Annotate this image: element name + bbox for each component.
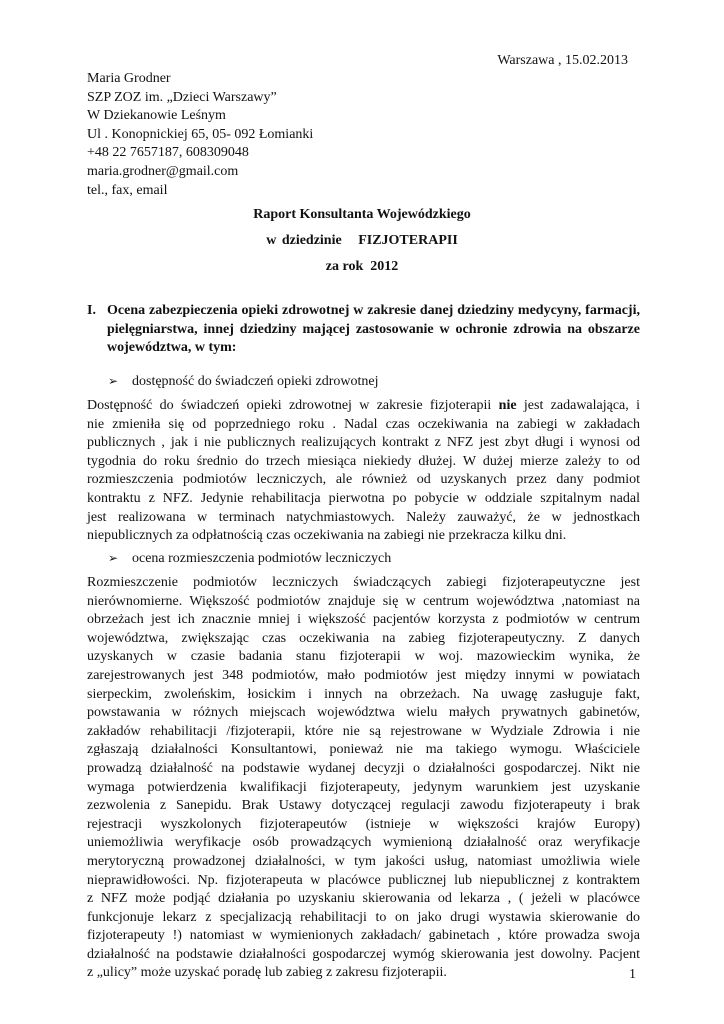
text-line: uzyskanych w czasie badania stanu fizjoterapii w woj. mazowieckim wynika, że — [87, 649, 640, 665]
report-title-block — [0, 206, 724, 284]
text-line: Rozmieszczenie podmiotów leczniczych świadczących zabiegi fizjoterapeutyczne jest — [87, 575, 640, 590]
section-heading-text: Ocena zabezpieczenia opieki zdrowotnej w zakresie danej dziedziny medycyny, farmacji, pielęgniarstwa, innej dziedziny mającej zastosowanie w ochronie zdrowia na obszarze województwa, w tym: — [107, 303, 640, 356]
sender-institution: SZP ZOZ im. „Dzieci Warszawy” — [87, 89, 277, 105]
sender-address-block — [87, 70, 313, 200]
paragraph-distribution — [87, 574, 640, 983]
text-line: zakładów rehabilitacji /fizjoterapii, które nie są rejestrowane w Wydziale Zdrowia i nie — [87, 723, 640, 739]
text-line: tygodnia do roku średnio do trzech miesiąca niekiedy dłużej. W dużej mierze zależy to od — [87, 453, 640, 469]
bullet-item — [108, 549, 391, 569]
text-line: niepublicznych za odpłatnością czas oczekiwania na zabiegi nie przekracza kilku dni. — [87, 528, 567, 544]
text-line: publicznych , jak i nie publicznych realizujących kontrakt z NFZ jest zbyt długi i wynosi od — [87, 435, 640, 451]
text-line: rejestracji wyszkolonych fizjoterapeutów (istnieje w większości krajów Europy) — [87, 816, 640, 832]
sender-email: maria.grodner@gmail.com — [87, 163, 239, 179]
bullet-text: dostępność do świadczeń opieki zdrowotnej — [132, 374, 379, 389]
sender-street: Ul . Konopnickiej 65, 05- 092 Łomianki — [87, 126, 314, 142]
text-line: nierównomierne. Większość podmiotów znajduje się w centrum województwa ,natomiast na — [87, 593, 640, 609]
text-line: z NFZ może podjąć działania po uzyskaniu skierowania od lekarza , ( jeżeli w placówce — [87, 891, 640, 907]
sender-contact-label: tel., fax, email — [87, 182, 168, 198]
text-line: funkcjonuje lekarz z specjalizacją rehabilitacji to on jako drugi wystawia skierowanie do — [87, 909, 640, 925]
report-field: w dziedzinie FIZJOTERAPII — [266, 233, 458, 248]
text-line: województwa, zwiększając czas oczekiwania na zabieg fizjoterapeutyczny. Z danych — [87, 630, 640, 646]
text-line: rozmieszczenia podmiotów leczniczych, ale również od uzyskanych przez dany podmiot — [87, 472, 640, 488]
text-line: zezwolenia z Sanepidu. Brak Ustawy dotyczącej regulacji zawodu fizjoterapeuty i brak — [87, 798, 640, 814]
document-date: Warszawa , 15.02.2013 — [497, 53, 628, 68]
text-line: fizjoterapeuty !) natomiast w wymienionych zakładach/ gabinetach , które prowadza swoja — [87, 928, 640, 944]
section-heading — [87, 302, 640, 358]
text-line: kontraktu z NFZ. Jedynie rehabilitacja pierwotna po pobycie w oddziale szpitalnym nadal — [87, 490, 640, 506]
report-title: Raport Konsultanta Wojewódzkiego — [253, 207, 471, 222]
text-line: sierpeckim, zwoleńskim, łosickim i innych na obrzeżach. Na uwagę zasługuje fakt, — [87, 686, 640, 702]
page-number: 1 — [629, 967, 636, 982]
arrow-bullet-icon: ➢ — [108, 374, 119, 388]
sender-phone: +48 22 7657187, 608309048 — [87, 145, 249, 161]
emphasis-text: nie — [498, 398, 517, 413]
bullet-text: ocena rozmieszczenia podmiotów leczniczych — [132, 551, 392, 566]
text-line: nieprawidłowości. Np. fizjoterapeuta w placówce publicznej lub niepublicznej z kontraktem — [87, 872, 640, 888]
text-line: obrzeżach jest ich znacznie mniej i większość pacjentów korzysta z podmiotów w centrum — [87, 612, 640, 628]
arrow-bullet-icon: ➢ — [108, 551, 119, 565]
text-line: z „ulicy” może uzyskać poradę lub zabieg z zakresu fizjoterapii. — [87, 965, 447, 981]
text-segment: jest zadawalająca, i — [516, 398, 640, 413]
sender-locality: W Dziekanowie Leśnym — [87, 108, 226, 124]
text-line: nie zmieniła się od poprzedniego roku . Nadal czas oczekiwania na zabiegi w zakładach — [87, 416, 640, 432]
text-line: wymaga potwierdzenia kwalifikacji fizjoterapeuty, jedynym warunkiem jest uzyskanie — [87, 779, 640, 795]
bullet-item — [108, 372, 379, 392]
text-line — [87, 397, 640, 416]
text-segment: Dostępność do świadczeń opieki zdrowotnej w zakresie fizjoterapii — [87, 398, 499, 413]
text-line: działalność na podstawie działalności gospodarczej wymóg skierowania jest dowolny. Pacjent — [87, 946, 640, 962]
text-line: uniemożliwia weryfikacje osób prowadzących wymienioną działalność oraz weryfikacje — [87, 835, 640, 851]
text-line: merytoryczną prowadzonej działalności, w tym jakości usług, natomiast umożliwia wiele — [87, 853, 640, 869]
text-line: zgłaszają działalności Konsultantowi, ponieważ nie ma takiego wymogu. Właściciele — [87, 742, 640, 758]
sender-name: Maria Grodner — [87, 71, 171, 86]
report-year: za rok 2012 — [325, 259, 399, 274]
text-line: powstawania w różnych miejscach województwa wielu małych prywatnych gabinetów, — [87, 705, 640, 721]
text-line: jest realizowana w terminach natychmiastowych. Należy zauważyć, że w jednostkach — [87, 509, 640, 525]
paragraph-availability — [87, 397, 640, 546]
text-line: prowadzą działalność na podstawie wydanej decyzji o działalności gospodarczej. Nikt nie — [87, 760, 640, 776]
section-number: I. — [87, 303, 96, 318]
text-line: zarejestrowanych jest 348 podmiotów, mało podmiotów jest między innymi w powiatach — [87, 667, 640, 683]
